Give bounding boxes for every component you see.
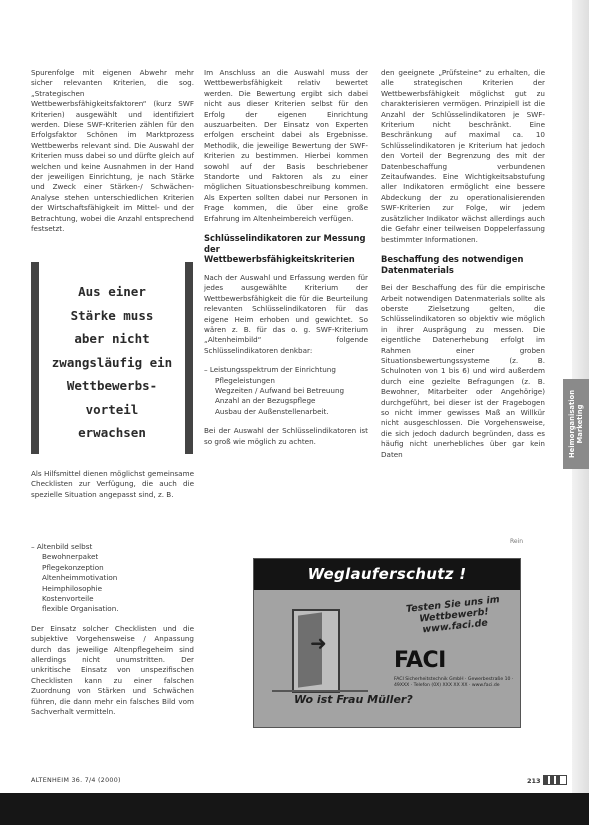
section-side-tab [563, 379, 589, 469]
ad-address: FACI Sicherheitstechnik GmbH · Gewerbestraße 10 · 49XXX · Telefon (0X) XXX XX XX · www.faci.de [394, 677, 514, 688]
section-heading: Beschaffung des notwendigen Datenmaterials [381, 253, 524, 275]
side-tab-line: Heimorganisation [568, 389, 576, 459]
list-item: Kostenvorteile [42, 594, 94, 604]
list-item: – Leistungsspektrum der Einrichtung [204, 365, 336, 375]
quote-line: Stärke muss [70, 307, 154, 323]
paragraph: Bei der Auswahl der Schlüsselindikatoren ist so groß wie möglich zu achten. [204, 426, 368, 446]
paragraph: Bei der Beschaffung des für die empirische Arbeit notwendigen Datenmaterials sollte als oberste Zielsetzung gelten, die Schlüsselindikatoren so objektiv wie möglich in ihrer Ausprägung zu messen. Die eigentliche Datenerhebung erfolgt im Rahmen einer groben Situationsbewertungssysteme (z. B. Schulnoten von 1 bis 6) und wird außerdem durch eine gezielte Befragungen (z. B. Bewohner, Mitarbeiter oder Angehörige) durchgeführt, bei dieser ist der Fragebogen so nicht immer gewisses Maß an Willkür nicht ausgeschlossen. Die Vorgehensweise, die sich jedoch dadurch begründen, dass es häufig nicht unerhebliches über gar kein Daten [381, 283, 545, 459]
list-item: Pflegekonzeption [42, 562, 104, 572]
quote-line: aber nicht [74, 331, 150, 346]
ad-slogan: Wo ist Frau Müller? [294, 693, 413, 706]
paragraph: Nach der Auswahl und Erfassung werden für jedes ausgewählte Kriterium der Wettbewerbsfähigkeit die für die Beurteilung relevanten Schlüsselindikatoren für das eigene Heim erhoben und gewichtet. So wären z. B. für das o. g. SWF-Kriterium „Altenheimbild“ folgende Schlüsselindikatoren denkbar: [204, 272, 368, 355]
pull-quote [31, 262, 193, 454]
author-signature: Rein [510, 538, 524, 545]
column-2 [204, 68, 368, 456]
arrow-right-icon: ➜ [310, 631, 327, 655]
ad-tagline: Testen Sie uns im Wettbewerb! www.faci.de [405, 594, 501, 636]
column-1-mid [31, 469, 194, 509]
list-item: Anzahl an der Bezugspflege [215, 396, 316, 406]
list-item: Wegzeiten / Aufwand bei Betreuung [215, 385, 345, 395]
quote-bracket-right [185, 262, 193, 454]
section-heading: Schlüsselindikatoren zur Messung der Wettbewerbsfähigkeitskriterien [204, 233, 366, 265]
list-item: flexible Organisation. [42, 604, 119, 614]
quote-line: Wettbewerbs- [66, 378, 158, 393]
quote-line: erwachsen [78, 425, 146, 440]
floor-line [272, 690, 368, 692]
list-item: Heimphilosophie [42, 583, 103, 593]
paragraph: Als Hilfsmittel dienen möglichst gemeinsame Checklisten zur Verfügung, die auch die spezielle Situation angepasst sind, z. B. [31, 469, 194, 499]
list-item: Pflegeleistungen [215, 375, 275, 385]
paragraph: den geeignete „Prüfsteine“ zu erhalten, die alle strategischen Kriterien der Wettbewerbsfähigkeit möglichst gut zu charakterisieren vermögen. Prinzipiell ist die Anzahl der Schlüsselindikatoren je SWF-Kriterium nicht beschränkt. Eine Beschränkung auf maximal ca. 10 Schlüsselindikatoren je Kriterium hat jedoch den Vorteil der Begrenzung des mit der Datenbeschaffung verbundenen Zeitaufwandes. Eine Wichtigkeitsabstufung aller Indikatoren ermöglicht eine bessere Abdeckung der zu operationalisierenden SWF-Kriterien zur Folge, wir jedem zusätzlicher Indikator wächst allerdings auch die Gefahr einer teilweisen Doppelerfassung bestimmter Informationen. [381, 68, 545, 244]
scan-border [0, 793, 589, 825]
quote-line: Aus einer [78, 284, 146, 299]
paragraph: Im Anschluss an die Auswahl muss der Wettbewerbsfähigkeit relativ bewertet werden. Die Bewertung ergibt sich dabei nicht aus dieser Kriterien selbst für den Erfolg der eigenen Einrichtung auszuarbeiten. Der Einsatz von Experten erfolgen erscheint dabei als Ergebnisse. Methodik, die jeweilige Bewertung der SWF-Kriterien zu bestimmen. Hierbei kommen sowohl auf der Basis beschriebener Standorte und Faktoren als zu einer möglichen Situationsbeschreibung kommen. Als Experten sollten dabei nur Personen in Frage kommen, die über eine große Erfahrung im Altenheimbereich verfügen. [204, 68, 368, 223]
paragraph: Der Einsatz solcher Checklisten und die subjektive Vorgehensweise / Anpassung durch das jeweilige Altenpflegeheim sind allerdings nicht unumstritten. Der unkritische Einsatz von unspezifischen Checklisten kann zu einer falschen Zuordnung von Stärken und Schwächen führen, die dann mehr ein falsches Bild vom Sachverhalt vermitteln. [31, 623, 194, 717]
quote-bracket-left [31, 262, 39, 454]
ad-banner: Weglauferschutz ! [254, 559, 520, 590]
ad-logo: FACI [394, 648, 446, 673]
quote-line: vorteil [85, 401, 139, 417]
journal-citation: ALTENHEIM 36. 7/4 (2000) [31, 777, 121, 784]
list-item: Ausbau der Außenstellenarbeit. [215, 406, 329, 416]
column-3 [381, 68, 545, 469]
criteria-list [31, 542, 194, 615]
indicator-list [204, 365, 368, 417]
side-tab-line: Marketing [576, 404, 584, 444]
paragraph: Spurenfolge mit eigenen Abwehr mehr sicher relevanten Kriterien, die sog. „Strategischen Wettbewerbsfähigkeitsfaktoren“ (kurz SWF Kriterien) ausgewählt und identifiziert werden. Diese SWF-Kriterien zählen für den Erfolgsfaktor Schönen im Marktprozess Wettbewerbs relevant sind. Die Auswahl der Kriterien muss dabei so und dürfte gleich auf welchen und keine Ausnahmen in der Hand der jeweiligen Einrichtung, je nach Stärke und Zweck einer Stärken-/ Schwächen-Analyse stehen unterschiedlichen Kriterien der Wirtschaftsfähigkeit im Mittel- und der Betrachtung, wobei die Anzahl entsprechend festsetzt. [31, 68, 194, 234]
list-item: Altenheimmotivation [42, 573, 118, 583]
pull-quote-text [45, 280, 179, 445]
column-1-top [31, 68, 194, 244]
column-1-bottom [31, 542, 194, 727]
list-item: Bewohnerpaket [42, 552, 99, 562]
journal-logo-icon [543, 775, 567, 785]
page-number: 213 [527, 777, 541, 785]
side-tab-label [568, 390, 584, 458]
quote-line: zwangsläufig ein [51, 354, 173, 370]
list-item: – Altenbild selbst [31, 542, 93, 551]
advertisement [253, 558, 521, 728]
